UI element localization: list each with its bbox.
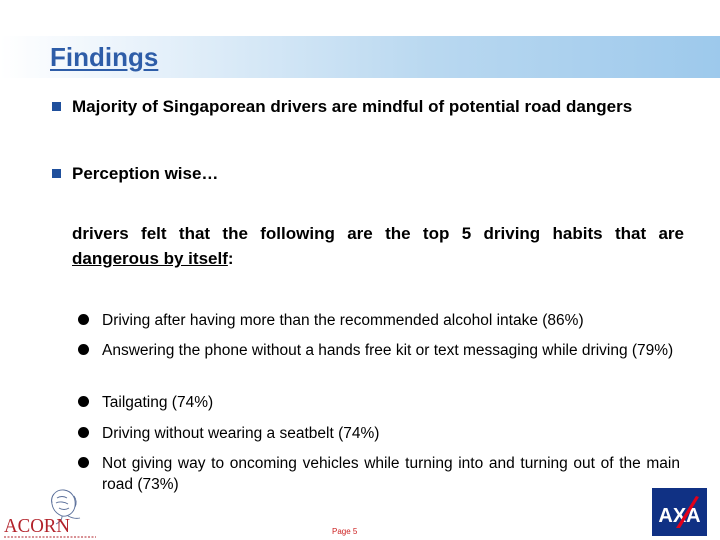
habit-item: Tailgating (74%) bbox=[102, 394, 214, 411]
bullet-dot-icon bbox=[78, 427, 89, 438]
axa-logo bbox=[652, 488, 707, 536]
square-bullet-icon bbox=[52, 102, 61, 111]
bullet-dot-icon bbox=[78, 396, 89, 407]
bullet-dot-icon bbox=[78, 314, 89, 325]
habit-item: Answering the phone without a hands free kit or text messaging while driving (79%) bbox=[102, 342, 674, 359]
acorn-logo bbox=[2, 486, 102, 540]
acorn-logo-text: ACORN bbox=[4, 515, 70, 537]
axa-logo-text: AXA bbox=[658, 505, 701, 527]
habit-item: Not giving way to oncoming vehicles while turning into and turning out of the main road (73%) bbox=[102, 455, 680, 493]
habit-item: Driving after having more than the recommended alcohol intake (86%) bbox=[102, 312, 584, 329]
page-title: Findings bbox=[50, 42, 159, 72]
intro-paragraph bbox=[72, 221, 684, 271]
intro-colon: : bbox=[227, 249, 234, 268]
intro-text: drivers felt that the following are the top 5 driving habits that are bbox=[72, 224, 684, 243]
bullet-dot-icon bbox=[78, 457, 89, 468]
finding-1: Majority of Singaporean drivers are mindful of potential road dangers bbox=[72, 97, 633, 116]
finding-2: Perception wise… bbox=[72, 164, 219, 183]
bullet-dot-icon bbox=[78, 344, 89, 355]
square-bullet-icon bbox=[52, 169, 61, 178]
intro-underlined: dangerous by itself bbox=[72, 249, 228, 268]
page-number: Page 5 bbox=[332, 527, 358, 536]
habit-item: Driving without wearing a seatbelt (74%) bbox=[102, 425, 380, 442]
